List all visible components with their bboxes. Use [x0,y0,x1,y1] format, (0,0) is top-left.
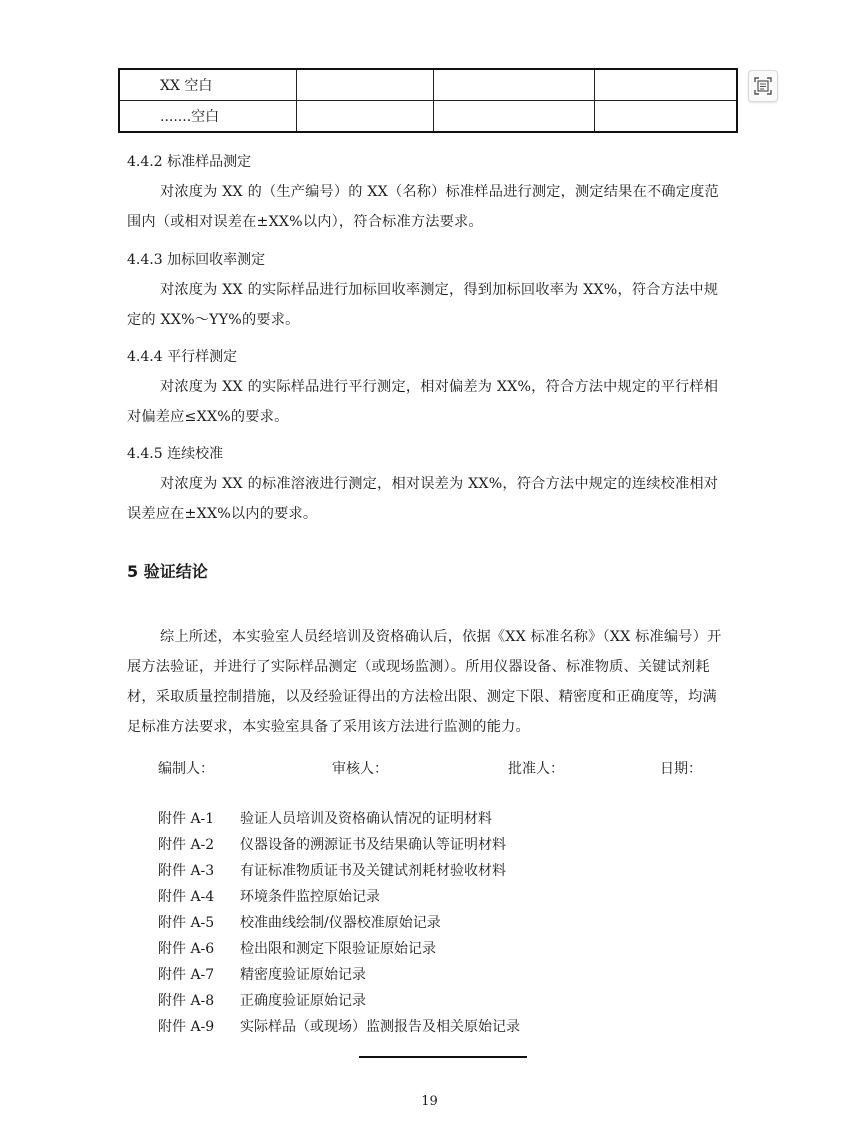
attachment-item [158,836,506,854]
table-cell [297,101,434,133]
attachment-item [158,992,366,1010]
paragraph-4-4-3: 对浓度为 XX 的实际样品进行加标回收率测定，得到加标回收率为 XX%，符合方法中规定的 XX%～YY%的要求。 [127,282,719,328]
attachment-item [158,1018,520,1036]
attachment-item [158,914,441,932]
compiler-label: 编制人： [158,761,214,777]
attachment-code: 附件 A-2 [158,837,215,853]
attachment-item [158,940,436,958]
attachment-code: 附件 A-4 [158,889,215,905]
attachment-item [158,862,506,880]
attachment-title: 检出限和测定下限验证原始记录 [240,941,436,957]
attachment-title: 验证人员培训及资格确认情况的证明材料 [240,811,492,827]
paragraph-4-4-4: 对浓度为 XX 的实际样品进行平行测定，相对偏差为 XX%，符合方法中规定的平行样相对偏差应≤XX%的要求。 [127,379,719,425]
approver-label: 批准人： [508,761,564,777]
paragraph-4-4-2: 对浓度为 XX 的（生产编号）的 XX（名称）标准样品进行测定，测定结果在不确定度范围内（或相对误差在±XX%以内），符合标准方法要求。 [127,184,719,230]
heading-4-4-2: 4.4.2 标准样品测定 [127,154,252,170]
table-cell [297,69,434,101]
table-cell-label: XX 空白 [119,69,297,101]
attachment-code: 附件 A-6 [158,941,215,957]
heading-4-4-5: 4.4.5 连续校准 [127,446,224,462]
table-row [119,101,737,133]
attachment-title: 校准曲线绘制/仪器校准原始记录 [240,915,441,931]
table-cell [434,101,595,133]
reviewer-label: 审核人： [332,761,388,777]
end-rule-divider [359,1056,527,1058]
heading-4-4-4: 4.4.4 平行样测定 [127,349,238,365]
attachment-title: 精密度验证原始记录 [240,967,366,983]
attachment-item [158,888,380,906]
attachment-item [158,810,492,828]
table-cell-label: .......空白 [119,101,297,133]
table-cell [595,69,738,101]
attachment-code: 附件 A-3 [158,863,215,879]
heading-4-4-3: 4.4.3 加标回收率测定 [127,252,266,268]
scan-document-icon[interactable] [748,70,778,102]
attachment-code: 附件 A-5 [158,915,215,931]
blank-results-table [118,68,738,133]
table-cell [434,69,595,101]
page-number: 19 [421,1094,438,1109]
paragraph-4-4-5: 对浓度为 XX 的标准溶液进行测定，相对误差为 XX%，符合方法中规定的连续校准相对误差应在±XX%以内的要求。 [127,476,719,522]
attachment-code: 附件 A-7 [158,967,215,983]
attachment-title: 仪器设备的溯源证书及结果确认等证明材料 [240,837,506,853]
attachment-title: 实际样品（或现场）监测报告及相关原始记录 [240,1019,520,1035]
heading-5-conclusion: 5 验证结论 [127,562,208,581]
attachment-code: 附件 A-8 [158,993,215,1009]
table-row [119,69,737,101]
paragraph-conclusion: 综上所述，本实验室人员经培训及资格确认后，依据《XX 标准名称》（XX 标准编号）开展方法验证，并进行了实际样品测定（或现场监测）。所用仪器设备、标准物质、关键试剂耗材，采取质量控制措施，以及经验证得出的方法检出限、测定下限、精密度和正确度等，均满足标准方法要求，本实验室具备了采用该方法进行监测的能力。 [127,629,722,735]
attachment-code: 附件 A-1 [158,811,215,827]
attachment-title: 环境条件监控原始记录 [240,889,380,905]
date-label: 日期： [660,761,702,777]
attachment-title: 有证标准物质证书及关键试剂耗材验收材料 [240,863,506,879]
scan-document-icon-graphic [754,77,772,95]
attachment-code: 附件 A-9 [158,1019,215,1035]
attachment-title: 正确度验证原始记录 [240,993,366,1009]
table-cell [595,101,738,133]
attachment-item [158,966,366,984]
